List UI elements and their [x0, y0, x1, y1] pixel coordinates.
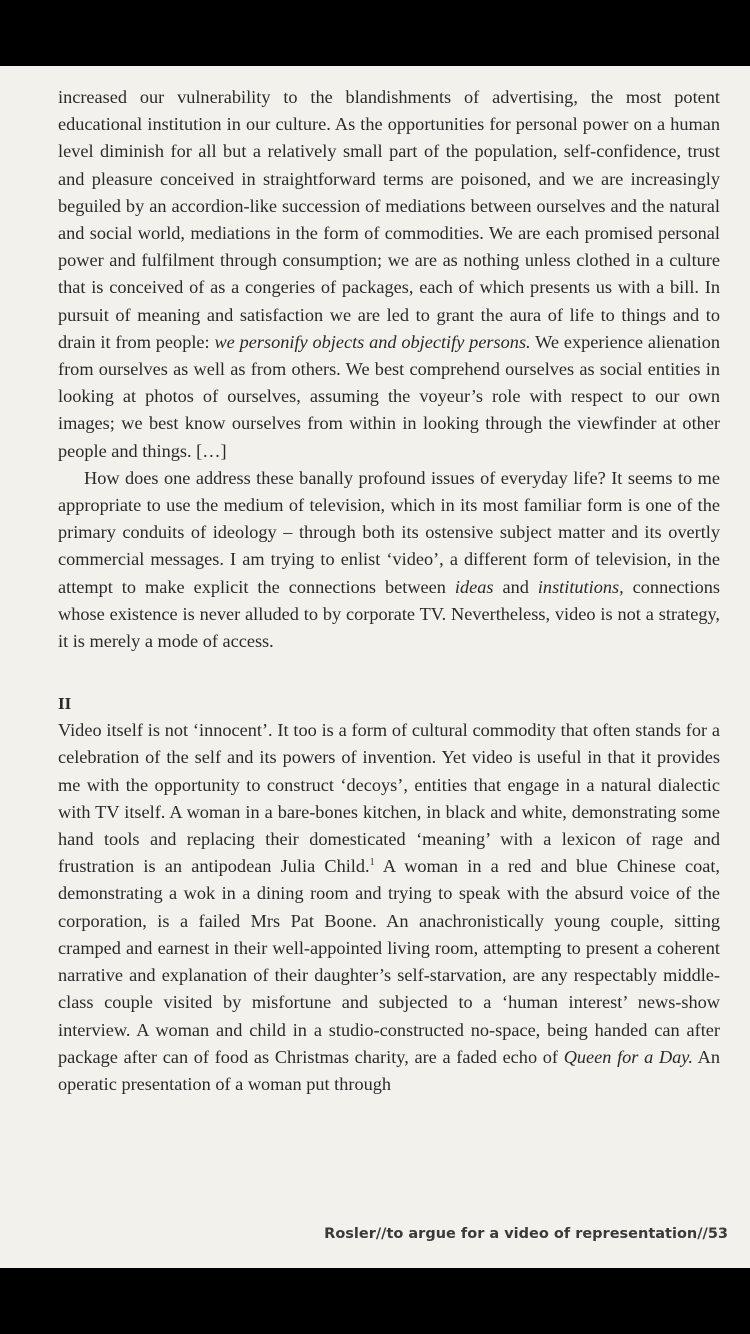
paragraph-2-emphasis-institutions: institutions, — [537, 576, 624, 597]
page-footer: Rosler//to argue for a video of representation//53 — [324, 1226, 728, 1242]
paragraph-2-text-end: connections whose existence is never alluded to by corporate TV. Nevertheless, video is not a strategy, it is merely a mode of access. — [58, 576, 720, 652]
paragraph-1-emphasis: we personify objects and objectify persons. — [214, 331, 531, 352]
paragraph-3-text-end: An operatic presentation of a woman put through — [58, 1046, 720, 1094]
paragraph-3-text-mid: A woman in a red and blue Chinese coat, demonstrating a wok in a dining room and trying to speak with the absurd voice of the corporation, is a failed Mrs Pat Boone. An anachronistically young couple, sitting cramped and earnest in their well-appointed living room, attempting to present a coherent narrative and explanation of their daughter’s self-starvation, are any respectably middle-class couple visited by misfortune and subjected to a ‘human interest’ news-show interview. A woman and child in a studio-constructed no-space, being handed can after package after can of food as Christmas charity, are a faded echo of — [58, 856, 720, 1067]
paragraph-3-text: Video itself is not ‘innocent’. It too is a form of cultural commodity that often stands for a celebration of the self and its powers of invention. Yet video is useful in that it provides me with the opportunity to construct ‘decoys’, entities that engage in a natural dialectic with TV itself. A woman in a bare-bones kitchen, in black and white, demonstrating some hand tools and replacing their domesticated ‘meaning’ with a lexicon of rage and frustration is an antipodean Julia Child. — [58, 720, 720, 877]
paragraph-1 — [58, 84, 720, 465]
paragraph-2-text-mid: and — [493, 576, 538, 597]
paragraph-1-text-end: We experience alienation from ourselves as well as from others. We best comprehend ourselves as social entities in looking at photos of ourselves, assuming the voyeur’s role with respect to our own images; we best know ourselves from within in looking through the viewfinder at other people and things. […] — [58, 331, 720, 461]
paragraph-1-text: increased our vulnerability to the blandishments of advertising, the most potent educational institution in our culture. As the opportunities for personal power on a human level diminish for all but a relatively small part of the population, self-confidence, trust and pleasure conceived in straightforward terms are poisoned, and we are increasingly beguiled by an accordion-like succession of mediations between ourselves and the natural and social world, mediations in the form of commodities. We are each promised personal power and fulfilment through consumption; we are as nothing unless clothed in a culture that is conceived of as a congeries of packages, each of which presents us with a bill. In pursuit of meaning and satisfaction we are led to grant the aura of life to things and to drain it from people: — [58, 87, 720, 352]
paragraph-2 — [58, 465, 720, 655]
paragraph-3 — [58, 717, 720, 1098]
body-text — [58, 84, 720, 1098]
paragraph-3-emphasis: Queen for a Day. — [563, 1046, 693, 1067]
paragraph-2-text: How does one address these banally profound issues of everyday life? It seems to me appropriate to use the medium of television, which in its most familiar form is one of the primary conduits of ideology – through both its ostensive subject matter and its overtly commercial messages. I am trying to enlist ‘video’, a different form of television, in the attempt to make explicit the connections between — [58, 467, 720, 597]
paragraph-2-emphasis-ideas: ideas — [454, 576, 494, 597]
book-page — [0, 66, 750, 1268]
footnote-marker: 1 — [369, 857, 375, 869]
section-heading: II — [58, 694, 72, 714]
